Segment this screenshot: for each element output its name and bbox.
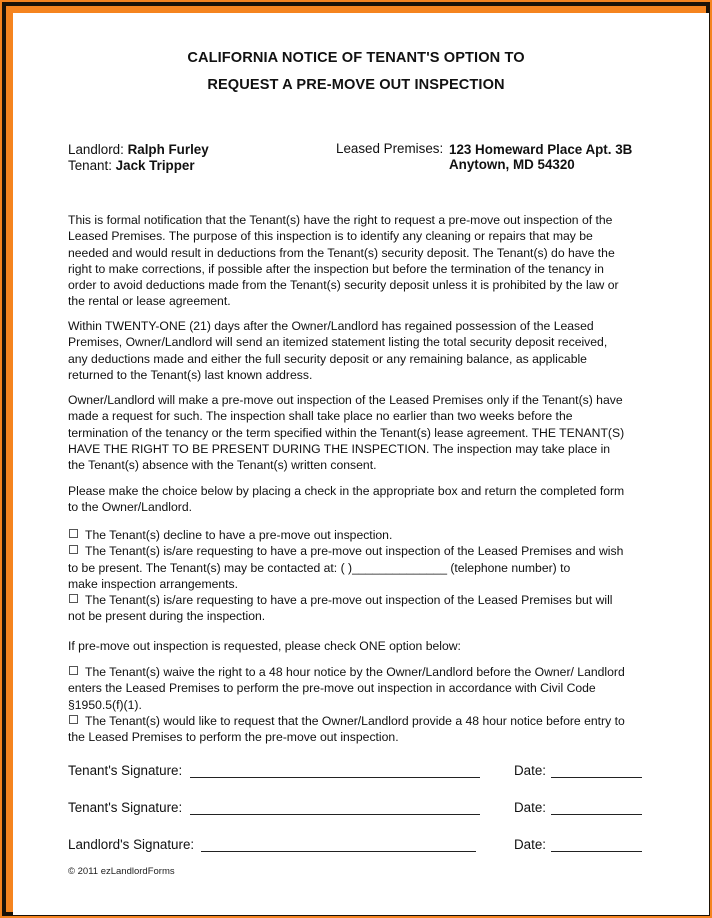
paragraph-intro [68, 212, 648, 310]
option-text: The Tenant(s) waive the right to a 48 hour notice by the Owner/Landlord before the Owner/ Landlord [85, 665, 625, 679]
text-line: any deductions made and either the full security deposit or any remaining balance, as applicable [68, 351, 587, 366]
text-line: This is formal notification that the Tenant(s) have the right to request a pre-move out inspection of the [68, 213, 613, 227]
text-line: Within TWENTY-ONE (21) days after the Owner/Landlord has regained possession of the Leased [68, 319, 594, 333]
text-line: Please make the choice below by placing a check in the appropriate box and return the completed form [68, 484, 625, 498]
paragraph-deposit [68, 318, 648, 383]
date-field-3[interactable] [551, 851, 642, 852]
date-label-2: Date: [514, 800, 547, 815]
premises-line-2 [449, 157, 575, 172]
text-line: needed and would result in deductions from the Tenant(s) security deposit. The Tenant(s) do have the [68, 245, 615, 260]
landlord-signature-label: Landlord's Signature: [68, 837, 195, 852]
tenant-signature-field-1[interactable] [190, 777, 480, 778]
text-line: the Tenant(s) absence with the Tenant(s) written consent. [68, 458, 377, 473]
checkbox[interactable] [69, 715, 78, 724]
option-text: The Tenant(s) is/are requesting to have a pre-move out inspection of the Leased Premises and wish [85, 544, 624, 559]
premises-label: Leased Premises: [336, 141, 444, 156]
checkbox[interactable] [69, 594, 78, 603]
option-text: the Leased Premises to perform the pre-move out inspection. [68, 730, 399, 745]
document-title-line-2: REQUEST A PRE-MOVE OUT INSPECTION [207, 77, 505, 93]
premises-address: 123 Homeward Place Apt. 3B [449, 142, 633, 157]
landlord-label: Landlord: [68, 142, 124, 157]
choice-option-request-absent[interactable] [68, 592, 648, 625]
tenant-name: Jack Tripper [115, 158, 195, 173]
text-line: HAVE THE RIGHT TO BE PRESENT DURING THE INSPECTION. The inspection may take place in [68, 441, 611, 456]
text-line: Premises, Owner/Landlord will send an itemized statement listing the total security deposit received, [68, 335, 608, 350]
notice-option-waive[interactable] [68, 664, 648, 713]
tenant-signature-label-2: Tenant's Signature: [68, 800, 183, 815]
option-text: The Tenant(s) would like to request that the Owner/Landlord provide a 48 hour notice before entry to [85, 713, 625, 728]
checkbox[interactable] [69, 666, 78, 675]
notice-options [68, 664, 648, 745]
text-line: to the Owner/Landlord. [68, 500, 192, 515]
date-label-3: Date: [514, 837, 547, 852]
text-line: Leased Premises. The purpose of this inspection is to identify any cleaning or repairs that may be [68, 229, 593, 244]
text-line: Owner/Landlord will make a pre-move out inspection of the Leased Premises only if the Tenant(s) have [68, 393, 623, 407]
text-line: right to make corrections, if possible after the inspection but before the termination of the tenancy in [68, 261, 604, 276]
checkbox[interactable] [69, 529, 78, 538]
tenant-signature-label-1: Tenant's Signature: [68, 763, 183, 778]
paragraph-inspection [68, 392, 648, 473]
text-line: made a request for such. The inspection shall take place no earlier than two weeks before the [68, 409, 573, 424]
choice-options [68, 527, 648, 625]
tenant-field [68, 158, 195, 173]
choice-option-decline[interactable] [68, 527, 648, 543]
option-text: not be present during the inspection. [68, 609, 266, 624]
option-text: enters the Leased Premises to perform the pre-move out inspection in accordance with Civil Code [68, 681, 596, 696]
text-line: order to avoid deductions made from the Tenant(s) security deposit unless it is prohibited by the law or [68, 278, 619, 293]
document-title-line-1: CALIFORNIA NOTICE OF TENANT'S OPTION TO [187, 50, 525, 66]
notice-intro [68, 638, 648, 654]
date-label-1: Date: [514, 763, 547, 778]
landlord-name: Ralph Furley [127, 142, 209, 157]
premises-line-1 [449, 142, 632, 157]
text-line: termination of the tenancy or the term specified within the Tenant(s) lease agreement. THE TENANT(S) [68, 425, 625, 440]
tenant-label: Tenant: [68, 158, 112, 173]
copyright-footer: © 2011 ezLandlordForms [68, 866, 175, 877]
text-line: If pre-move out inspection is requested, please check ONE option below: [68, 639, 461, 653]
option-text: The Tenant(s) decline to have a pre-move out inspection. [85, 528, 393, 542]
option-text: make inspection arrangements. [68, 576, 239, 591]
date-field-2[interactable] [551, 814, 642, 815]
notice-option-request-notice[interactable] [68, 713, 648, 746]
landlord-signature-field[interactable] [201, 851, 476, 852]
option-text: to be present. The Tenant(s) may be contacted at: ( )______________ (telephone number) to [68, 560, 571, 575]
text-line: the rental or lease agreement. [68, 294, 231, 309]
tenant-signature-field-2[interactable] [190, 814, 480, 815]
option-text: The Tenant(s) is/are requesting to have a pre-move out inspection of the Leased Premises but will [85, 593, 613, 608]
choice-option-request-present[interactable] [68, 543, 648, 592]
premises-city: Anytown, MD 54320 [449, 157, 575, 172]
landlord-field [68, 142, 209, 157]
paragraph-instructions [68, 483, 648, 516]
text-line: returned to the Tenant(s) last known address. [68, 367, 313, 382]
option-text: §1950.5(f)(1). [68, 697, 142, 712]
date-field-1[interactable] [551, 777, 642, 778]
checkbox[interactable] [69, 545, 78, 554]
